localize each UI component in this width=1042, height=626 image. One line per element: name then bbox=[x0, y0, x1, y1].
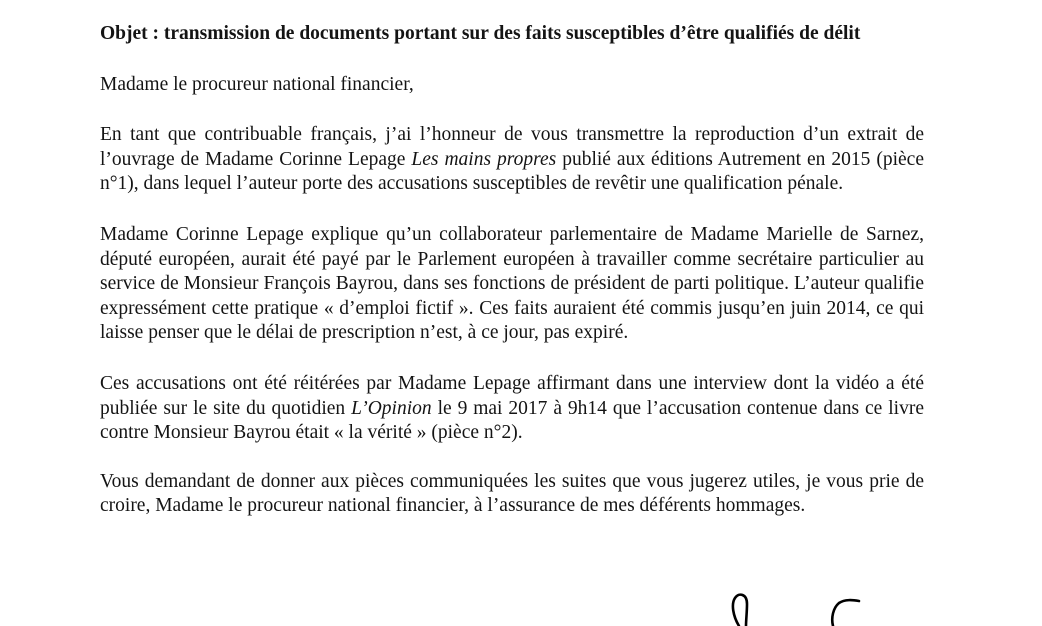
paragraph-accusation-details: Madame Corinne Lepage explique qu’un collaborateur parlementaire de Madame Marielle de Sarnez, député européen, aurait été payé par le Parlement européen à travailler comme secrétaire particulier au service de Monsieur François Bayrou, dans ses fonctions de président de parti politique. L’auteur qualifie expressément cette pratique « d’emploi fictif ». Ces faits auraient été commis jusqu’en juin 2014, ce qui laisse penser que le délai de prescription n’est, à ce jour, pas expiré. bbox=[100, 223, 924, 344]
paragraph-closing: Vous demandant de donner aux pièces communiquées les suites que vous jugerez utiles, je vous prie de croire, Madame le procureur national financier, à l’assurance de mes déférents hommages. bbox=[100, 470, 924, 517]
signature-stroke-2 bbox=[832, 600, 859, 626]
paragraph-book-extract bbox=[100, 123, 924, 197]
paragraph-3-text-a: Ces accusations ont été réitérées par Madame Lepage affirmant dans une interview dont la vidéo a été publiée sur le site du quotidien bbox=[100, 372, 924, 419]
newspaper-title: L’Opinion bbox=[351, 397, 432, 419]
letter-subject: Objet : transmission de documents portant sur des faits susceptibles d’être qualifiés de délit bbox=[100, 23, 861, 44]
paragraph-1-text-b: publié aux éditions Autrement en 2015 (pièce n°1), dans lequel l’auteur porte des accusations susceptibles de revêtir une qualification pénale. bbox=[100, 148, 924, 195]
book-title: Les mains propres bbox=[411, 148, 557, 170]
paragraph-interview bbox=[100, 372, 924, 446]
paragraph-1-text-a: En tant que contribuable français, j’ai l’honneur de vous transmettre la reproduction d’un extrait de l’ouvrage de Madame Corinne Lepage bbox=[100, 124, 924, 170]
letter-page bbox=[100, 22, 924, 519]
letter-salutation: Madame le procureur national financier, bbox=[100, 73, 414, 95]
handwritten-signature bbox=[725, 588, 875, 626]
signature-stroke-1 bbox=[733, 595, 747, 626]
paragraph-3-text-b: le 9 mai 2017 à 9h14 que l’accusation contenue dans ce livre contre Monsieur Bayrou était « la vérité » (pièce n°2). bbox=[100, 397, 924, 444]
